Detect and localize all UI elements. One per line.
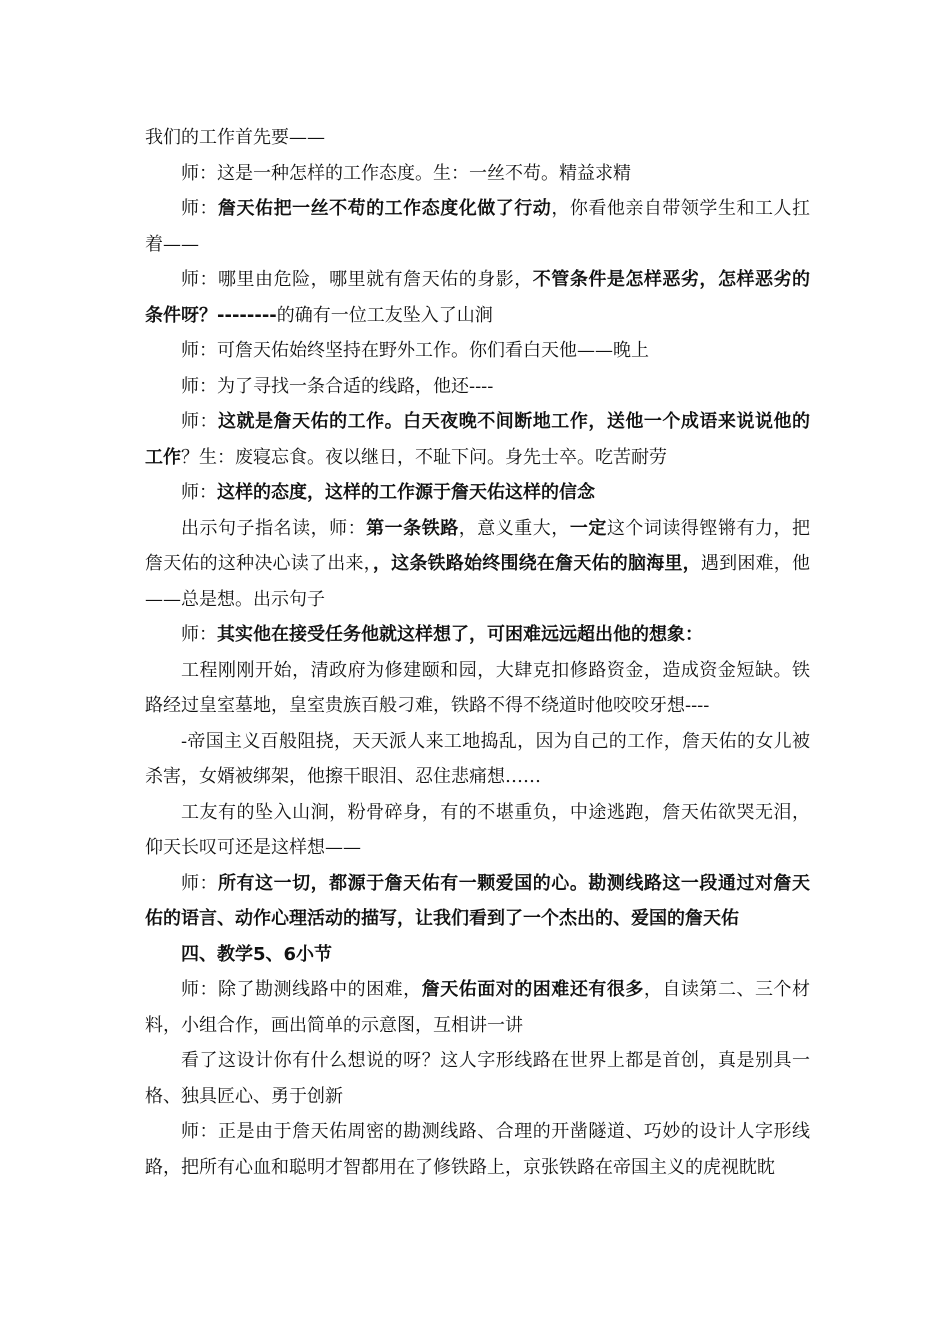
text-run: 工友有的坠入山涧，粉骨碎身，有的不堪重负，中途逃跑，詹天佑欲哭无泪，仰天长叹可还是这样想—— bbox=[145, 801, 810, 858]
paragraph bbox=[145, 404, 810, 475]
paragraph bbox=[145, 369, 810, 405]
paragraph bbox=[145, 653, 810, 724]
text-run: 师：除了勘测线路中的困难， bbox=[181, 979, 422, 1000]
text-run: 师：哪里由危险，哪里就有詹天佑的身影， bbox=[181, 269, 533, 290]
bold-text: 詹天佑把一丝不苟的工作态度化做了行动 bbox=[218, 198, 552, 219]
paragraph bbox=[145, 617, 810, 653]
paragraph bbox=[145, 333, 810, 369]
bold-text: 不管条件是怎样恶劣，怎样恶劣的条件呀？-------- bbox=[145, 269, 811, 326]
paragraph bbox=[145, 972, 810, 1043]
paragraph bbox=[145, 866, 810, 937]
bold-text: 詹天佑面对的困难还有很多 bbox=[421, 979, 644, 1000]
bold-text: 其实他在接受任务他就这样想了，可困难远远超出他的想象： bbox=[217, 624, 703, 645]
text-run: ，自读第二、三个材料，小组合作，画出简单的示意图，互相讲一讲 bbox=[145, 979, 811, 1036]
text-run: 师： bbox=[181, 624, 217, 645]
bold-text: 一定 bbox=[569, 517, 607, 539]
paragraph bbox=[145, 511, 810, 618]
text-run: 师：为了寻找一条合适的线路，他还---- bbox=[181, 375, 494, 397]
paragraph bbox=[145, 795, 810, 866]
text-run: 这个词读得铿锵有力，把詹天佑的这种决心读了出来， bbox=[145, 517, 811, 574]
text-run: 师： bbox=[181, 482, 217, 503]
text-run: 师：可詹天佑始终坚持在野外工作。你们看白天他——晚上 bbox=[181, 340, 649, 361]
text-run: 遇到困难，他——总是想。出示句子 bbox=[145, 553, 811, 610]
paragraph bbox=[145, 1043, 810, 1114]
paragraph bbox=[145, 724, 810, 795]
document-body bbox=[145, 120, 810, 1185]
bold-text: 这样的态度，这样的工作源于詹天佑这样的信念 bbox=[217, 482, 595, 503]
paragraph bbox=[145, 120, 810, 156]
text-run: ，你看他亲自带领学生和工人扛着—— bbox=[145, 198, 811, 255]
paragraph bbox=[145, 156, 810, 192]
text-run: 的确有一位工友坠入了山涧 bbox=[276, 304, 493, 326]
text-run: 师：正是由于詹天佑周密的勘测线路、合理的开凿隧道、巧妙的设计人字形线路，把所有心血和聪明才智都用在了修铁路上，京张铁路在帝国主义的虎视眈眈 bbox=[145, 1121, 810, 1178]
text-run: ，意义重大， bbox=[458, 517, 570, 539]
text-run: 师：这是一种怎样的工作态度。生：一丝不苟。精益求精 bbox=[181, 162, 631, 184]
bold-text: 四、教学5、6小节 bbox=[181, 943, 333, 965]
text-run: 工程刚刚开始，清政府为修建颐和园，大肆克扣修路资金，造成资金短缺。铁路经过皇室墓地，皇室贵族百般刁难，铁路不得不绕道时他咬咬牙想---- bbox=[145, 659, 810, 716]
text-run: 师： bbox=[181, 411, 219, 432]
text-run: ？生：废寝忘食。夜以继日，不耻下问。身先士卒。吃苦耐劳 bbox=[181, 446, 667, 468]
paragraph bbox=[145, 191, 810, 262]
bold-text: ，这条铁路始终围绕在詹天佑的脑海里， bbox=[372, 553, 701, 574]
paragraph bbox=[145, 475, 810, 511]
text-run: 我们的工作首先要—— bbox=[145, 127, 325, 148]
bold-text: 所有这一切，都源于詹天佑有一颗爱国的心。勘测线路这一段通过对詹天佑的语言、动作心理活动的描写，让我们看到了一个杰出的、爱国的詹天佑 bbox=[145, 872, 810, 929]
bold-text: 这就是詹天佑的工作。白天夜晚不间断地工作，送他一个成语来说说他的工作 bbox=[145, 411, 810, 468]
text-run: -帝国主义百般阻挠，天天派人来工地捣乱，因为自己的工作，詹天佑的女儿被杀害，女婿被绑架，他擦干眼泪、忍住悲痛想…… bbox=[145, 730, 810, 787]
paragraph bbox=[145, 937, 810, 973]
text-run: 看了这设计你有什么想说的呀？这人字形线路在世界上都是首创，真是别具一格、独具匠心、勇于创新 bbox=[145, 1050, 810, 1107]
text-run: 师： bbox=[181, 198, 219, 219]
paragraph bbox=[145, 1114, 810, 1185]
text-run: 出示句子指名读，师： bbox=[181, 517, 367, 539]
bold-text: 第一条铁路 bbox=[366, 517, 459, 539]
paragraph bbox=[145, 262, 810, 333]
text-run: 师： bbox=[181, 872, 219, 894]
